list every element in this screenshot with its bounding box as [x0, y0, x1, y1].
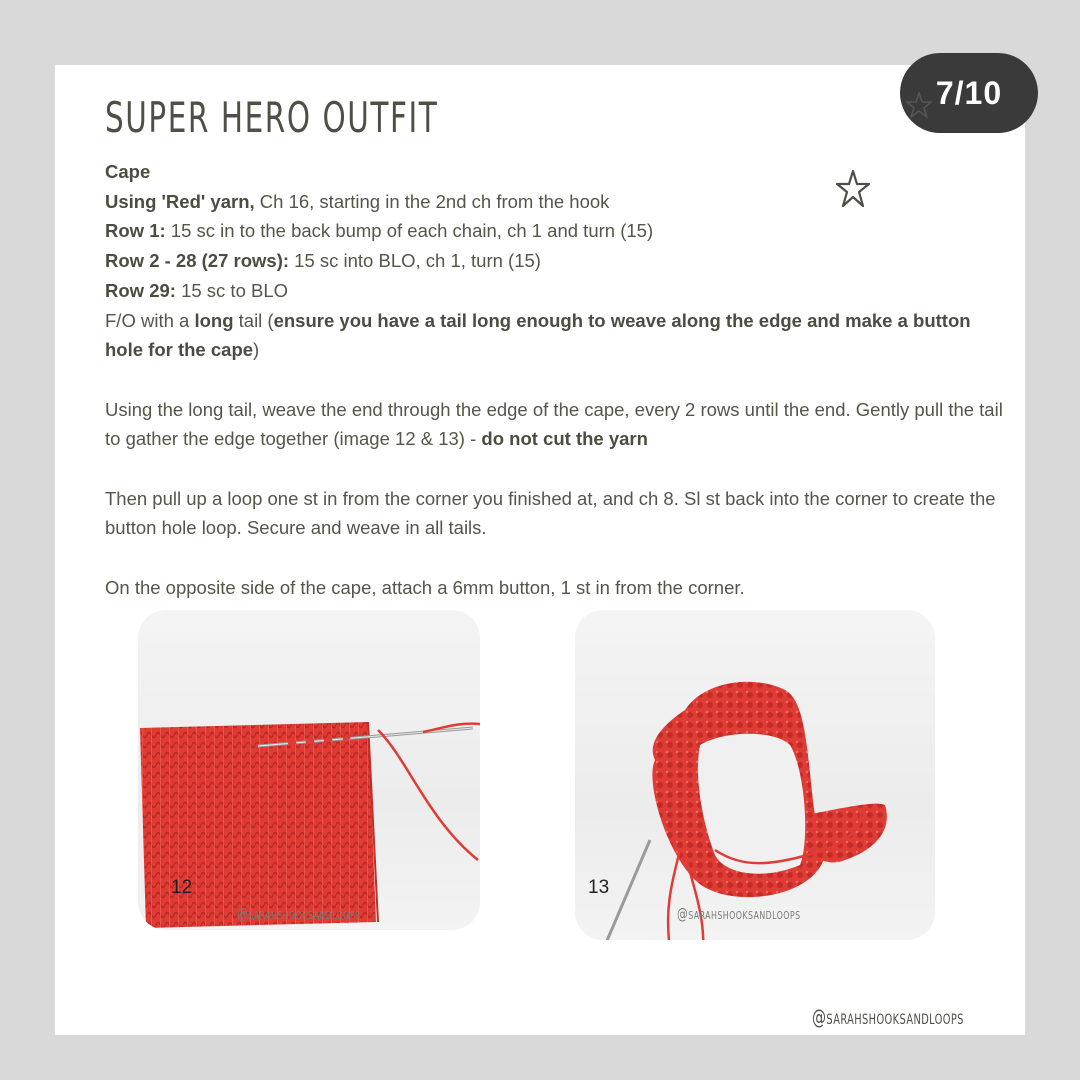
photo-watermark: @sarahshooksandloops [237, 905, 361, 923]
photo-number: 13 [588, 877, 610, 898]
paragraph: Using the long tail, weave the end through the edge of the cape, every 2 rows until the end. Gently pull the tail to gather the edge together (image 12 & 13) - do not cut the yarn [105, 398, 1003, 450]
instruction-line: Using 'Red' yarn, Ch 16, starting in the 2nd ch from the hook [105, 190, 610, 212]
instruction-line: Row 2 - 28 (27 rows): 15 sc into BLO, ch 1, turn (15) [105, 250, 541, 272]
star-icon [905, 91, 933, 119]
page-title: SUPER HERO OUTFIT [105, 93, 439, 142]
instructions-text [105, 157, 1005, 603]
instruction-line: Row 1: 15 sc in to the back bump of each chain, ch 1 and turn (15) [105, 220, 654, 242]
paragraph: On the opposite side of the cape, attach a 6mm button, 1 st in from the corner. [105, 576, 745, 598]
page-indicator: 7/10 [900, 53, 1038, 133]
instruction-line: Row 29: 15 sc to BLO [105, 279, 289, 301]
instruction-card [55, 65, 1025, 1035]
paragraph: Then pull up a loop one st in from the corner you finished at, and ch 8. Sl st back into the corner to create the button hole loop. Secure and weave in all tails. [105, 487, 996, 539]
footer-handle: @sarahshooksandloops [812, 1005, 964, 1029]
photo-cape-gathered [575, 610, 935, 940]
section-title: Cape [105, 161, 151, 182]
photo-watermark: @sarahshooksandloops [677, 905, 801, 923]
photo-number: 12 [171, 877, 193, 898]
instruction-line: F/O with a long tail (ensure you have a tail long enough to weave along the edge and make a button hole for the cape) [105, 309, 971, 361]
